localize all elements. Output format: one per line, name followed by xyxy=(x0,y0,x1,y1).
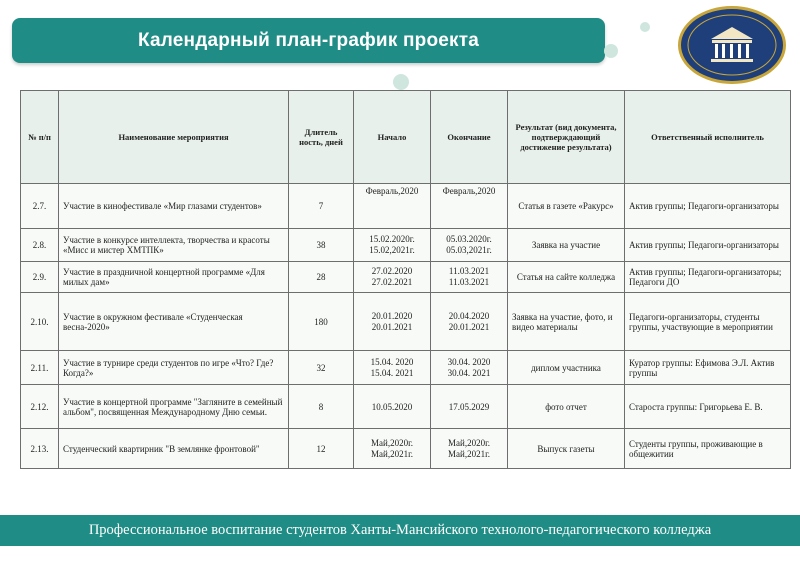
responsible: Студенты группы, проживающие в общежитии xyxy=(625,429,791,469)
duration: 8 xyxy=(289,385,354,429)
column-header: Результат (вид документа, подтверждающий достижение результата) xyxy=(508,91,625,184)
event-name: Участие в турнире среди студентов по игре «Что? Где? Когда?» xyxy=(59,351,289,385)
start-date: 20.01.2020 20.01.2021 xyxy=(354,293,431,351)
decor-dot xyxy=(604,44,618,58)
result: фото отчет xyxy=(508,385,625,429)
column-header: Ответственный исполнитель xyxy=(625,91,791,184)
start-date: Май,2020г. Май,2021г. xyxy=(354,429,431,469)
responsible: Куратор группы: Ефимова Э.Л. Актив группы xyxy=(625,351,791,385)
row-number: 2.8. xyxy=(21,229,59,262)
event-name: Участие в окружном фестивале «Студенческая весна-2020» xyxy=(59,293,289,351)
row-number: 2.13. xyxy=(21,429,59,469)
end-date: 17.05.2029 xyxy=(431,385,508,429)
end-date: 30.04. 2020 30.04. 2021 xyxy=(431,351,508,385)
result: диплом участника xyxy=(508,351,625,385)
row-number: 2.12. xyxy=(21,385,59,429)
row-number: 2.11. xyxy=(21,351,59,385)
responsible: Актив группы; Педагоги-организаторы; Педагоги ДО xyxy=(625,262,791,293)
duration: 12 xyxy=(289,429,354,469)
end-date: 05.03.2020г. 05.03,2021г. xyxy=(431,229,508,262)
result: Заявка на участие, фото, и видео материалы xyxy=(508,293,625,351)
plan-table xyxy=(20,90,791,469)
result: Заявка на участие xyxy=(508,229,625,262)
start-date: 15.04. 2020 15.04. 2021 xyxy=(354,351,431,385)
responsible: Актив группы; Педагоги-организаторы xyxy=(625,229,791,262)
decor-dot xyxy=(393,74,409,90)
event-name: Участие в концертной программе "Загляните в семейный альбом", посвященная Международному Дню семьи. xyxy=(59,385,289,429)
table-row xyxy=(21,262,791,293)
end-date: Февраль,2020 xyxy=(431,184,508,229)
college-logo-icon xyxy=(678,6,786,84)
column-header: Длитель ность, дней xyxy=(289,91,354,184)
responsible: Староста группы: Григорьева Е. В. xyxy=(625,385,791,429)
decor-dot xyxy=(640,22,650,32)
table-row xyxy=(21,184,791,229)
duration: 38 xyxy=(289,229,354,262)
table-row xyxy=(21,229,791,262)
event-name: Студенческий квартирник "В землянке фронтовой" xyxy=(59,429,289,469)
page-title: Календарный план-график проекта xyxy=(137,29,480,51)
event-name: Участие в кинофестивале «Мир глазами студентов» xyxy=(59,184,289,229)
table-row xyxy=(21,293,791,351)
table-row xyxy=(21,385,791,429)
column-header: Окончание xyxy=(431,91,508,184)
start-date: 10.05.2020 xyxy=(354,385,431,429)
end-date: Май,2020г. Май,2021г. xyxy=(431,429,508,469)
start-date: 27.02.2020 27.02.2021 xyxy=(354,262,431,293)
footer-banner xyxy=(0,515,800,546)
duration: 180 xyxy=(289,293,354,351)
result: Статья в газете «Ракурс» xyxy=(508,184,625,229)
result: Статья на сайте колледжа xyxy=(508,262,625,293)
responsible: Актив группы; Педагоги-организаторы xyxy=(625,184,791,229)
start-date: 15.02.2020г. 15.02,2021г. xyxy=(354,229,431,262)
responsible: Педагоги-организаторы, студенты группы, участвующие в мероприятии xyxy=(625,293,791,351)
row-number: 2.9. xyxy=(21,262,59,293)
end-date: 20.04.2020 20.01.2021 xyxy=(431,293,508,351)
row-number: 2.10. xyxy=(21,293,59,351)
column-header: Начало xyxy=(354,91,431,184)
event-name: Участие в праздничной концертной программе «Для милых дам» xyxy=(59,262,289,293)
result: Выпуск газеты xyxy=(508,429,625,469)
column-header: Наименование мероприятия xyxy=(59,91,289,184)
event-name: Участие в конкурсе интеллекта, творчества и красоты «Мисс и мистер ХМТПК» xyxy=(59,229,289,262)
table-row xyxy=(21,429,791,469)
column-header: № п/п xyxy=(21,91,59,184)
table-row xyxy=(21,351,791,385)
duration: 28 xyxy=(289,262,354,293)
table-header-row xyxy=(21,91,791,184)
duration: 7 xyxy=(289,184,354,229)
end-date: 11.03.2021 11.03.2021 xyxy=(431,262,508,293)
title-bar xyxy=(12,18,605,63)
duration: 32 xyxy=(289,351,354,385)
row-number: 2.7. xyxy=(21,184,59,229)
start-date: Февраль,2020 xyxy=(354,184,431,229)
footer-text: Профессиональное воспитание студентов Ханты-Мансийского технолого-педагогического колледжа xyxy=(88,522,712,538)
